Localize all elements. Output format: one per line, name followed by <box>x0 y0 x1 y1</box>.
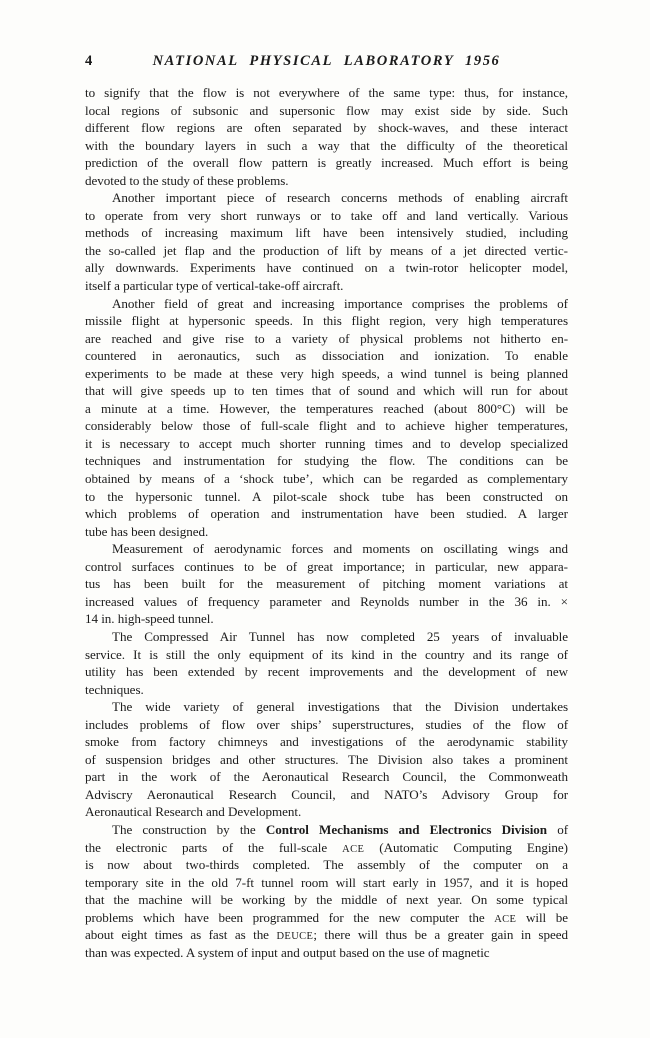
text-segment: local regions of subsonic and supersonic flow may exist side by side. Such <box>85 102 568 118</box>
text-line <box>85 716 568 734</box>
text-segment: Aeronautical Research and Development. <box>85 804 302 820</box>
text-segment: with the boundary layers in such a way that the difficulty of the theoretical <box>85 137 568 153</box>
text-segment: considerably below those of full-scale flight and to achieve higher temperatures, <box>85 418 568 434</box>
text-segment: smoke from factory chimneys and investigations of the aerodynamic stability <box>85 734 568 750</box>
text-segment: techniques and instrumentation for studying the flow. The conditions can be <box>85 453 568 469</box>
paragraph <box>85 189 568 294</box>
smallcaps-text-segment: ACE <box>342 843 365 855</box>
text-segment: control surfaces continues to be of great importance; in particular, new appara- <box>85 558 568 574</box>
text-line <box>85 207 568 225</box>
text-line <box>85 400 568 418</box>
text-segment: about eight times as fast as the <box>85 927 277 943</box>
text-line <box>85 154 568 172</box>
text-segment: are reached and give rise to a variety of physical problems not hitherto en- <box>85 330 568 346</box>
text-line <box>85 839 568 857</box>
text-segment: Adviscry Aeronautical Research Council, and NATO’s Advisory Group for <box>85 786 568 802</box>
text-line <box>85 803 568 821</box>
text-line <box>85 909 568 927</box>
text-line <box>85 295 568 313</box>
text-segment: Another field of great and increasing importance comprises the problems of <box>112 295 568 311</box>
paragraph <box>85 698 568 821</box>
text-segment: experiments to be made at these very high speeds, a wind tunnel is being planned <box>85 365 568 381</box>
text-segment: to the hypersonic tunnel. A pilot-scale shock tube has been constructed on <box>85 488 568 504</box>
text-line <box>85 575 568 593</box>
paragraph <box>85 540 568 628</box>
bold-text-segment: Control Mechanisms and Electronics Division <box>265 821 548 837</box>
text-segment: a minute at a time. However, the temperatures reached (about 800°C) will be <box>85 400 568 416</box>
text-segment: the so-called jet flap and the production of lift by means of a jet directed vertic- <box>85 242 568 258</box>
text-line <box>85 628 568 646</box>
text-line <box>85 84 568 102</box>
text-line <box>85 768 568 786</box>
text-line <box>85 646 568 664</box>
text-segment: methods of increasing maximum lift have been intensively studied, including <box>85 225 568 241</box>
text-line <box>85 417 568 435</box>
text-line <box>85 382 568 400</box>
text-segment: it is necessary to accept much shorter running times and to develop specialized <box>85 435 568 451</box>
text-segment: Another important piece of research concerns methods of enabling aircraft <box>112 190 568 206</box>
text-segment: devoted to the study of these problems. <box>85 172 289 188</box>
paragraph <box>85 628 568 698</box>
text-line <box>85 523 568 541</box>
page-body <box>85 84 568 961</box>
text-line <box>85 259 568 277</box>
text-segment: utility has been extended by recent improvements and the development of new <box>85 664 568 680</box>
text-segment: problems which have been programmed for the new computer the <box>85 909 495 925</box>
page-number: 4 <box>85 53 93 69</box>
text-line <box>85 102 568 120</box>
text-segment: Measurement of aerodynamic forces and moments on oscillating wings and <box>112 541 568 557</box>
text-line <box>85 891 568 909</box>
text-segment: different flow regions are often separated by shock-waves, and these interact <box>85 120 568 136</box>
text-line <box>85 926 568 944</box>
text-line <box>85 856 568 874</box>
text-line <box>85 786 568 804</box>
text-line <box>85 224 568 242</box>
text-line <box>85 189 568 207</box>
text-line <box>85 488 568 506</box>
text-segment: of <box>547 821 569 837</box>
text-line <box>85 593 568 611</box>
paragraph <box>85 84 568 189</box>
text-segment: part in the work of the Aeronautical Research Council, the Commonweath <box>85 769 568 785</box>
smallcaps-text-segment: DEUCE <box>276 931 314 943</box>
text-line <box>85 312 568 330</box>
text-segment: to signify that the flow is not everywhere of the same type: thus, for instance, <box>85 85 568 100</box>
text-line <box>85 119 568 137</box>
text-line <box>85 681 568 699</box>
text-segment: increased values of frequency parameter and Reynolds number in the 36 in. × <box>85 593 568 609</box>
text-line <box>85 277 568 295</box>
text-segment: to operate from very short runways or to take off and land vertically. Various <box>85 207 568 223</box>
paragraph <box>85 821 568 961</box>
text-line <box>85 751 568 769</box>
smallcaps-text-segment: ACE <box>494 913 517 925</box>
text-segment: than was expected. A system of input and output based on the use of magnetic <box>85 944 490 960</box>
text-line <box>85 558 568 576</box>
text-segment: tube has been designed. <box>85 523 209 539</box>
text-segment: The wide variety of general investigations that the Division undertakes <box>112 699 568 715</box>
text-segment: ; there will thus be a greater gain in speed <box>313 927 568 943</box>
text-line <box>85 452 568 470</box>
text-segment: which problems of operation and instrumentation have been studied. A larger <box>85 506 568 522</box>
text-segment: that the machine will be working by the middle of next year. On some typical <box>85 892 568 908</box>
text-line <box>85 733 568 751</box>
text-line <box>85 821 568 839</box>
text-line <box>85 347 568 365</box>
text-line <box>85 874 568 892</box>
text-segment: temporary site in the old 7-ft tunnel room will start early in 1957, and it is hoped <box>85 874 568 890</box>
text-segment: missile flight at hypersonic speeds. In this flight region, very high temperatures <box>85 313 568 329</box>
text-line <box>85 698 568 716</box>
text-segment: will be <box>516 909 569 925</box>
text-line <box>85 540 568 558</box>
text-segment: of suspension bridges and other structures. The Division also takes a prominent <box>85 751 568 767</box>
text-segment: ally downwards. Experiments have continued on a twin-rotor helicopter model, <box>85 260 568 276</box>
text-segment: 14 in. high-speed tunnel. <box>85 611 214 627</box>
text-line <box>85 365 568 383</box>
text-line <box>85 435 568 453</box>
text-line <box>85 137 568 155</box>
text-segment: the electronic parts of the full-scale <box>85 839 343 855</box>
text-segment: The Compressed Air Tunnel has now completed 25 years of invaluable <box>112 628 568 644</box>
text-line <box>85 470 568 488</box>
text-line <box>85 242 568 260</box>
text-line <box>85 505 568 523</box>
text-line <box>85 663 568 681</box>
running-head-title: NATIONAL PHYSICAL LABORATORY 1956 <box>152 53 501 69</box>
text-segment: is now about two-thirds completed. The assembly of the computer on a <box>85 857 568 873</box>
text-segment: service. It is still the only equipment of its kind in the country and its range of <box>85 646 568 662</box>
page-header <box>85 53 568 73</box>
paragraph <box>85 295 568 541</box>
text-segment: The construction by the <box>112 821 266 837</box>
text-segment: tus has been built for the measurement of pitching moment variations at <box>85 576 568 592</box>
text-line <box>85 330 568 348</box>
text-line <box>85 944 568 962</box>
text-segment: prediction of the overall flow pattern is greatly increased. Much effort is being <box>85 155 568 171</box>
text-line <box>85 172 568 190</box>
text-segment: obtained by means of a ‘shock tube’, which can be regarded as complementary <box>85 471 568 487</box>
text-segment: itself a particular type of vertical-take-off aircraft. <box>85 278 344 294</box>
text-segment: techniques. <box>85 681 144 697</box>
text-segment: countered in aeronautics, such as dissociation and ionization. To enable <box>85 348 568 364</box>
text-line <box>85 610 568 628</box>
text-segment: includes problems of flow over ships’ superstructures, studies of the flow of <box>85 716 568 732</box>
text-segment: (Automatic Computing Engine) <box>364 839 568 855</box>
text-segment: that will give speeds up to ten times that of sound and which will run for about <box>85 383 568 399</box>
